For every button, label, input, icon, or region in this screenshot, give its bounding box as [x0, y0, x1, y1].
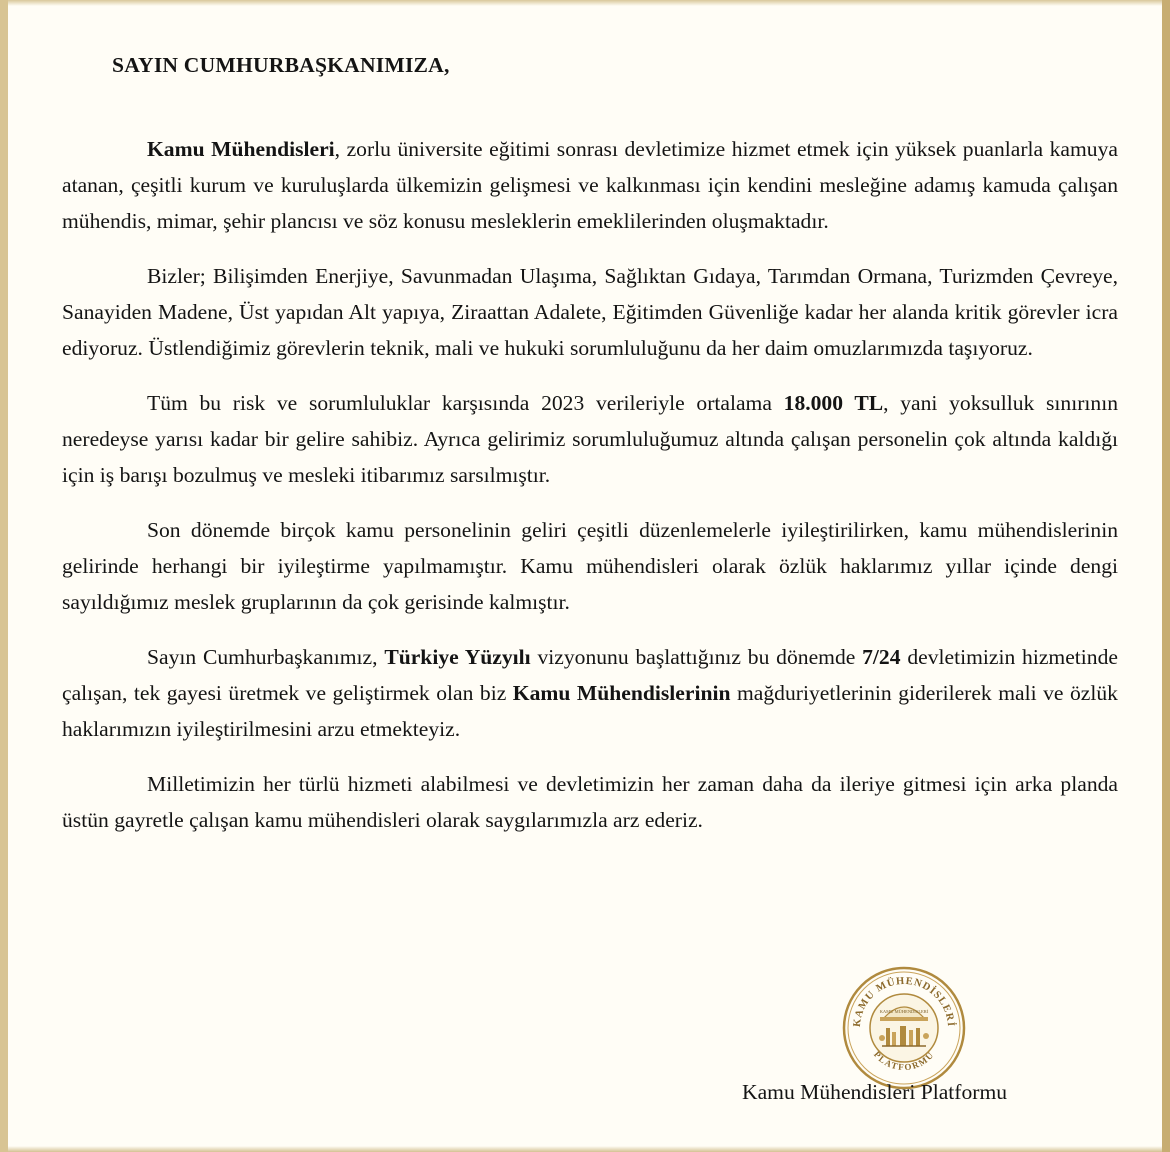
salutation: SAYIN CUMHURBAŞKANIMIZA,	[112, 53, 450, 77]
bold-income-amount: 18.000 TL	[783, 391, 884, 415]
paragraph-5-text-c: vizyonunu başlattığınız bu dönemde	[530, 645, 863, 669]
paragraph-5	[62, 639, 1118, 747]
page-bottom-edge	[8, 1146, 1162, 1152]
paragraph-3-text-c: , yani yoksulluk sınırının neredeyse yarısı kadar bir gelire sahibiz. Ayrıca gelirimiz sorumluluğumuz altında çalışan personelin çok altında kaldığı için iş barışı bozulmuş ve mesleki itibarımız sarsılmıştır.	[62, 391, 1119, 487]
bold-turkiye-yuzyili: Türkiye Yüzyılı	[384, 645, 531, 669]
paragraph-3	[62, 385, 1118, 493]
letter-body	[62, 47, 1118, 852]
seal-icon	[842, 966, 966, 1095]
paragraph-3-text-a: Tüm bu risk ve sorumluluklar karşısında 2023 verileriyle ortalama	[147, 391, 784, 415]
paragraph-5-text-a: Sayın Cumhurbaşkanımız,	[147, 645, 385, 669]
paragraph-1-text: , zorlu üniversite eğitimi sonrası devletimize hizmet etmek için yüksek puanlarla kamuya atanan, çeşitli kurum ve kuruluşlarda ülkemizin gelişmesi ve kalkınması için kendini mesleğine adamış kamuda çalışan mühendis, mimar, şehir plancısı ve söz konusu mesleklerin emeklilerinden oluşmaktadır.	[62, 137, 1118, 233]
seal-bottom-text: PLATFORMU	[871, 1049, 937, 1073]
seal-inner-text: KAMU MÜHENDİSLERİ	[879, 1009, 929, 1014]
seal-graphic	[842, 966, 966, 1090]
paragraph-1	[62, 131, 1118, 239]
bold-7-24: 7/24	[862, 645, 901, 669]
page-top-edge	[8, 0, 1162, 6]
paragraph-6: Milletimizin her türlü hizmeti alabilmesi ve devletimizin her zaman daha da ileriye gitmesi için arka planda üstün gayretle çalışan kamu mühendisleri olarak saygılarımızla arz ederiz.	[62, 772, 1118, 832]
paragraph-5-text-g: mağduriyetlerinin giderilerek mali ve özlük haklarımızın iyileştirilmesini arzu etmekteyiz.	[62, 681, 1118, 741]
bold-kamu-muhendisleri: Kamu Mühendisleri	[147, 137, 335, 161]
paragraph-4: Son dönemde birçok kamu personelinin geliri çeşitli düzenlemelerle iyileştirilirken, kamu mühendislerinin gelirinde herhangi bir iyileştirme yapılmamıştır. Kamu mühendisleri olarak özlük haklarımız yıllar içinde dengi sayıldığımız meslek gruplarının da çok gerisinde kalmıştır.	[62, 518, 1118, 614]
signature: Kamu Mühendisleri Platformu	[742, 1080, 1008, 1104]
bold-kamu-muhendislerinin: Kamu Mühendislerinin	[512, 681, 731, 705]
seal-top-text: KAMU MÜHENDİSLERİ	[851, 975, 957, 1028]
paragraph-5-text-e: devletimizin hizmetinde çalışan, tek gayesi üretmek ve geliştirmek olan biz	[62, 645, 1118, 705]
paragraph-2: Bizler; Bilişimden Enerjiye, Savunmadan Ulaşıma, Sağlıktan Gıdaya, Tarımdan Ormana, Turizmden Çevreye, Sanayiden Madene, Üst yapıdan Alt yapıya, Ziraattan Adalete, Eğitimden Güvenliğe kadar her alanda kritik görevler icra ediyoruz. Üstlendiğimiz görevlerin teknik, mali ve hukuki sorumluluğunu da her daim omuzlarımızda taşıyoruz.	[62, 264, 1118, 360]
